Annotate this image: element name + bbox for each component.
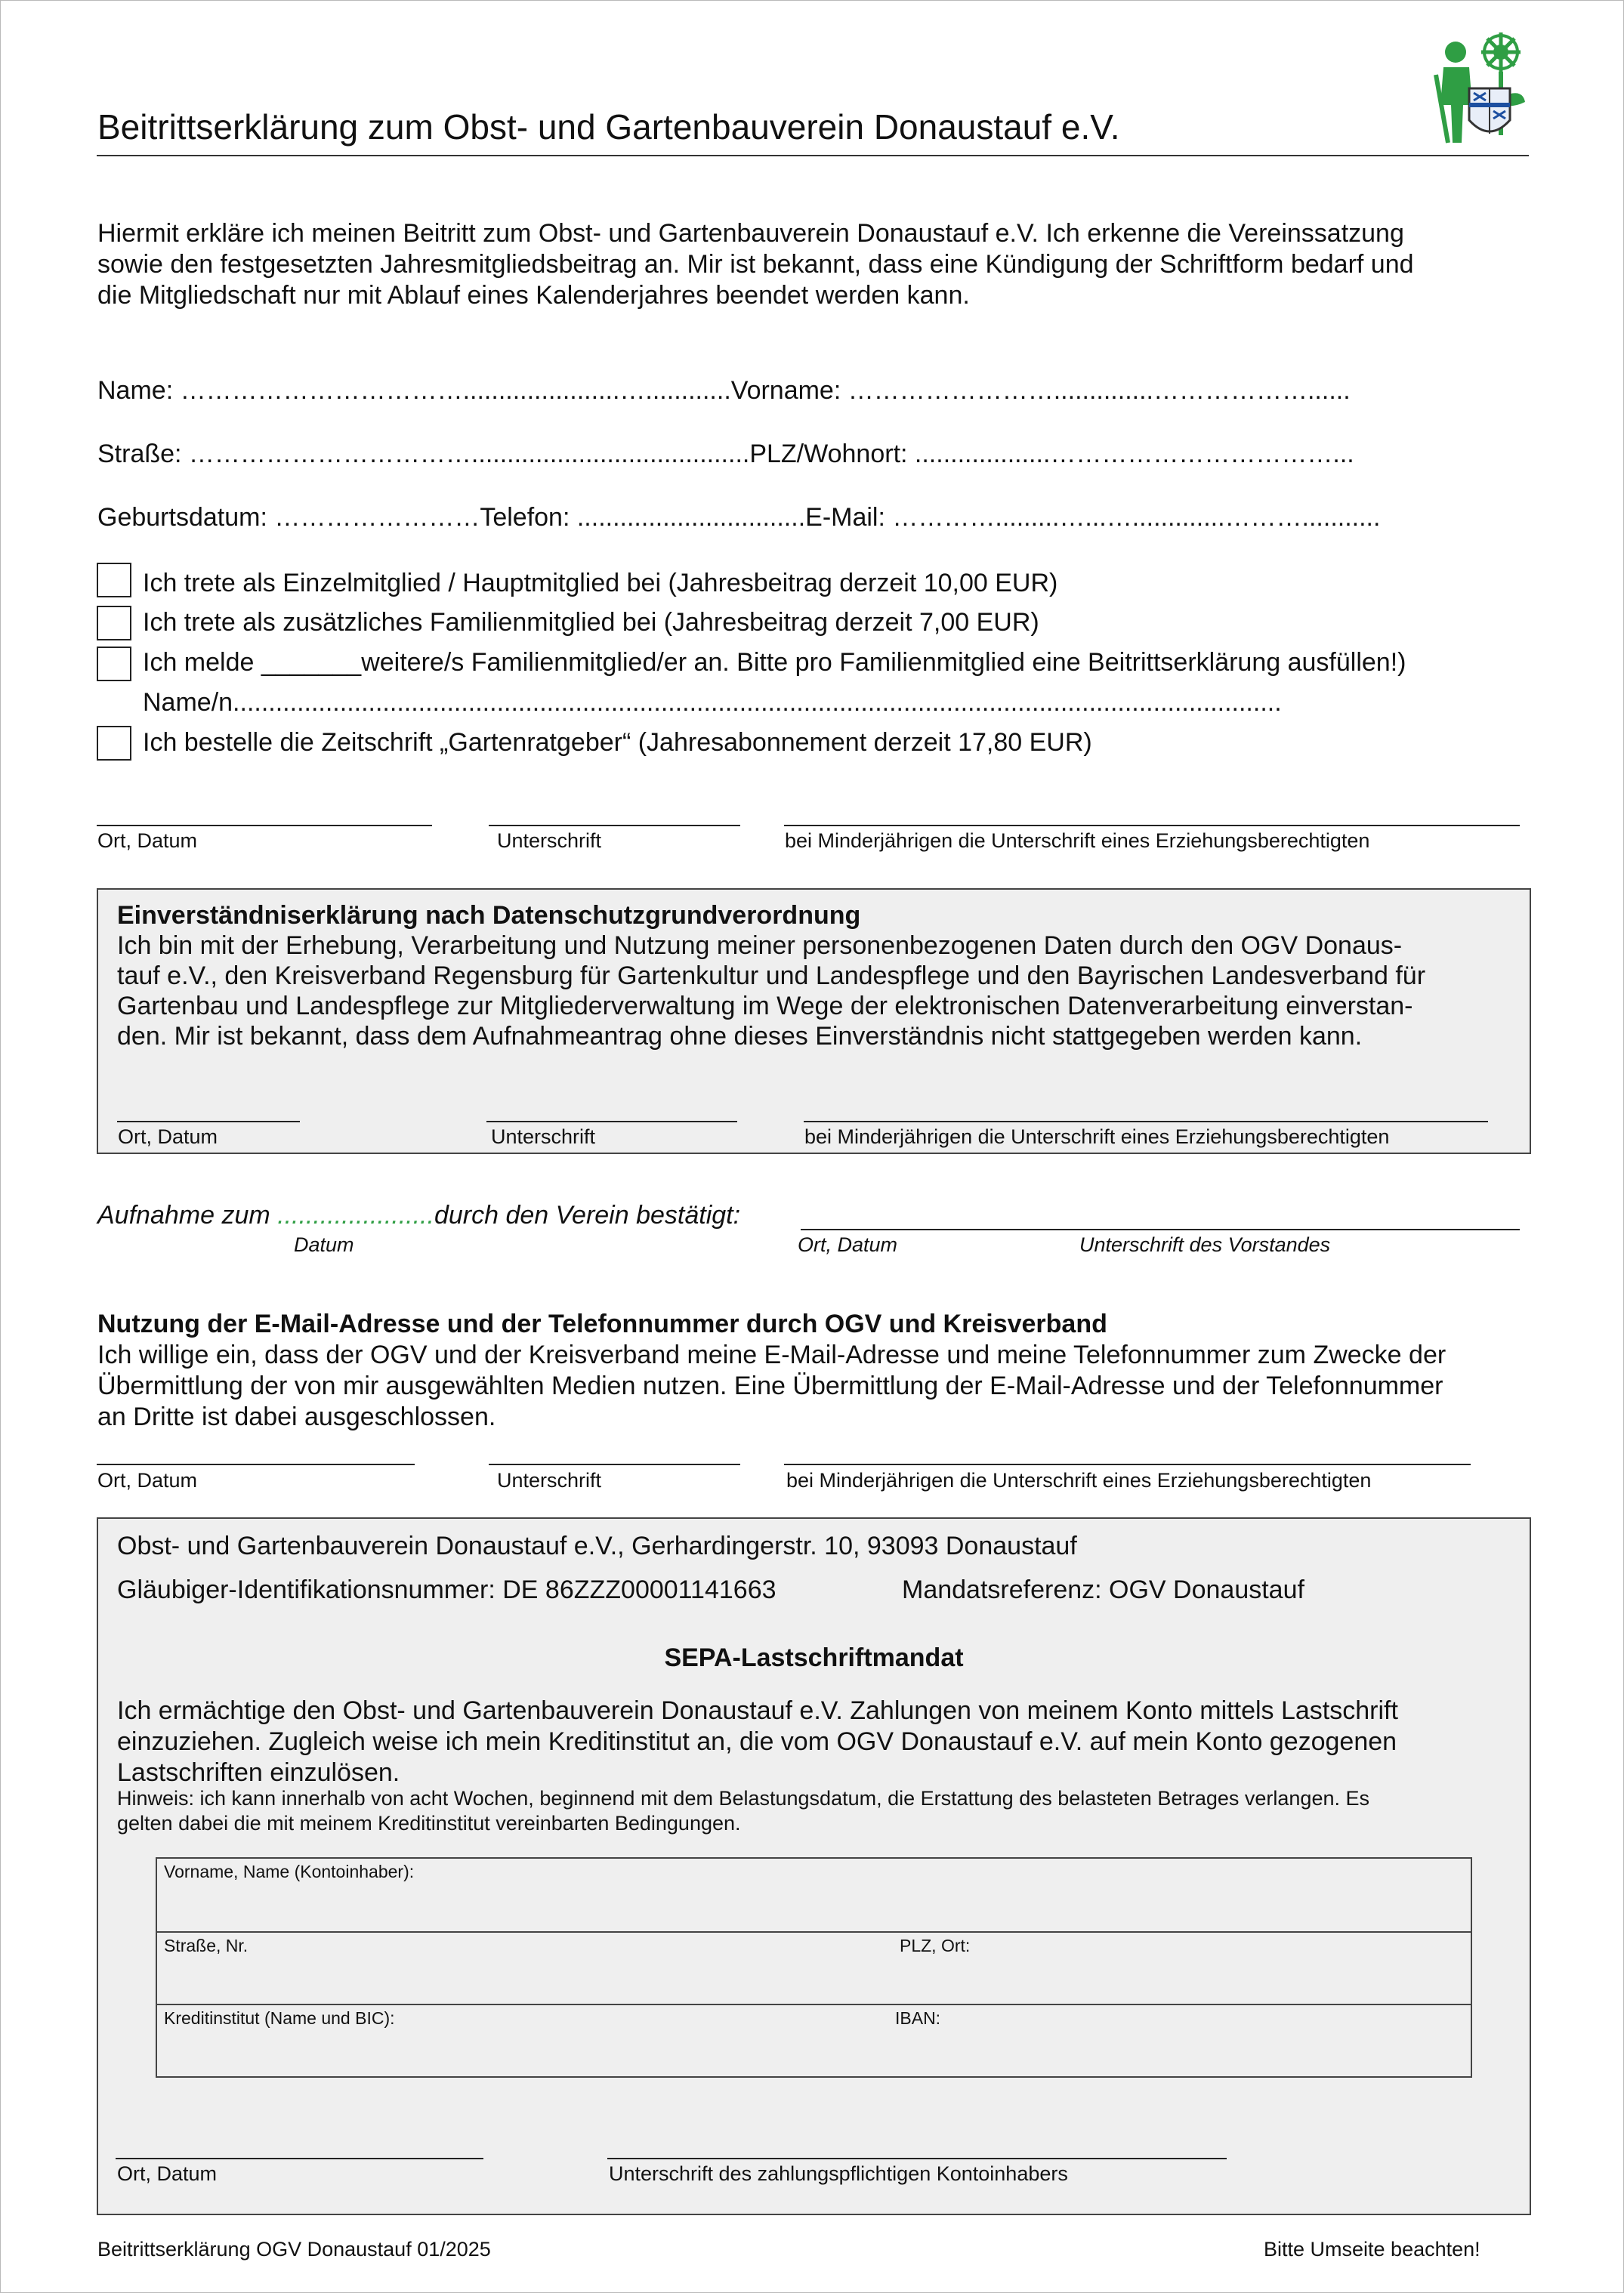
contact-guardian-line[interactable] [784,1464,1471,1465]
admission-prefix: Aufnahme zum [97,1201,278,1230]
family-member-checkbox[interactable] [97,606,131,640]
place-date-line[interactable] [97,825,432,826]
admission-date-label: Datum [294,1233,354,1256]
place-date-label: Ort, Datum [97,829,198,852]
sepa-account-table [156,1857,1472,2078]
postal-city-label: PLZ, Ort: [900,1936,971,1955]
sepa-hint-line-2: gelten dabei die mit meinem Kreditinstitut vereinbarten Bedingungen. [117,1812,741,1835]
street-field[interactable]: Straße: …………………………….......................................PLZ/Wohnort: ...................……………………………... [97,440,1354,468]
bank-bic-label: Kreditinstitut (Name und BIC): [164,2008,395,2028]
additional-family-label: Ich melde _______weitere/s Familienmitglied/er an. Bitte pro Familienmitglied eine Beitrittserklärung ausfüllen!) [143,648,1406,677]
gardener-with-coat-of-arms-logo-icon [1425,29,1528,144]
magazine-checkbox[interactable] [97,726,131,761]
footer-turn-over-note: Bitte Umseite beachten! [1264,2238,1480,2261]
signature-line[interactable] [489,825,740,826]
title-underline [97,155,1529,156]
gdpr-signature-line[interactable] [486,1121,737,1122]
gdpr-consent-panel [97,888,1531,1154]
gdpr-signature-label: Unterschrift [491,1125,596,1148]
contact-place-date-line[interactable] [97,1464,415,1465]
gdpr-line-4: den. Mir ist bekannt, dass dem Aufnahmeantrag ohne dieses Einverständnis nicht stattgegeben werden kann. [117,1022,1363,1051]
gdpr-guardian-line[interactable] [804,1121,1488,1122]
single-member-checkbox[interactable] [97,563,131,597]
iban-label: IBAN: [895,2008,941,2028]
board-signature-label: Unterschrift des Vorstandes [1079,1233,1331,1256]
additional-family-checkbox[interactable] [97,647,131,681]
contact-use-line-2: Übermittlung der von mir ausgewählten Medien nutzen. Eine Übermittlung der E-Mail-Adresse und der Telefonnummer [97,1372,1443,1400]
sepa-holder-signature-label: Unterschrift des zahlungspflichtigen Kontoinhabers [609,2162,1068,2185]
family-names-field[interactable]: Name/n................................................................................................................................................... [143,688,1282,717]
sepa-line-3: Lastschriften einzulösen. [117,1758,400,1787]
gdpr-place-date-label: Ort, Datum [118,1125,218,1148]
contact-use-heading: Nutzung der E-Mail-Adresse und der Telefonnummer durch OGV und Kreisverband [97,1310,1107,1338]
magazine-label: Ich bestelle die Zeitschrift „Gartenratgeber“ (Jahresabonnement derzeit 17,80 EUR) [143,728,1092,757]
board-signature-line[interactable] [801,1229,1520,1230]
gdpr-line-1: Ich bin mit der Erhebung, Verarbeitung und Nutzung meiner personenbezogenen Daten durch den OGV Donaus- [117,931,1403,960]
sepa-place-date-label: Ort, Datum [117,2162,218,2185]
account-holder-field[interactable] [157,1859,1471,1931]
board-place-date-label: Ort, Datum [798,1233,898,1256]
admission-suffix: durch den Verein bestätigt: [434,1201,741,1230]
sepa-holder-signature-line[interactable] [607,2158,1227,2159]
intro-line-2: sowie den festgesetzten Jahresmitgliedsbeitrag an. Mir ist bekannt, dass eine Kündigung der Schriftform bedarf und [97,250,1414,279]
bank-iban-row [157,2004,1471,2078]
footer-form-id: Beitrittserklärung OGV Donaustauf 01/2025 [97,2238,491,2261]
guardian-signature-line[interactable] [784,825,1520,826]
family-member-label: Ich trete als zusätzliches Familienmitglied bei (Jahresbeitrag derzeit 7,00 EUR) [143,608,1039,637]
gdpr-guardian-label: bei Minderjährigen die Unterschrift eines Erziehungsberechtigten [804,1125,1390,1148]
name-field[interactable]: Name: ……………………………......................…............Vorname: ……………………..............………………...... [97,376,1351,405]
sepa-place-date-line[interactable] [116,2158,483,2159]
account-holder-label: Vorname, Name (Kontoinhaber): [164,1862,415,1881]
contact-signature-line[interactable] [489,1464,740,1465]
sepa-line-1: Ich ermächtige den Obst- und Gartenbauverein Donaustauf e.V. Zahlungen von meinem Konto mittels Lastschrift [117,1696,1398,1725]
sepa-line-2: einzuziehen. Zugleich weise ich mein Kreditinstitut an, die vom OGV Donaustauf e.V. auf mein Konto gezogenen [117,1727,1397,1756]
gdpr-place-date-line[interactable] [117,1121,300,1122]
creditor-address: Obst- und Gartenbauverein Donaustauf e.V., Gerhardingerstr. 10, 93093 Donaustauf [117,1532,1077,1560]
contact-use-line-3: an Dritte ist dabei ausgeschlossen. [97,1403,496,1431]
gdpr-heading: Einverständniserklärung nach Datenschutzgrundverordnung [117,901,861,930]
birthdate-phone-email-field[interactable]: Geburtsdatum: ……………………Telefon: ................................E-Mail: ………….........…...….............………........... [97,503,1381,532]
page-title: Beitrittserklärung zum Obst- und Gartenbauverein Donaustauf e.V. [97,107,1120,147]
contact-signature-label: Unterschrift [497,1469,602,1492]
contact-place-date-label: Ort, Datum [97,1469,198,1492]
intro-line-1: Hiermit erkläre ich meinen Beitritt zum Obst- und Gartenbauverein Donaustauf e.V. Ich erkenne die Vereinssatzung [97,219,1404,248]
street-city-row [157,1931,1471,2005]
signature-label: Unterschrift [497,829,602,852]
street-number-label: Straße, Nr. [164,1936,249,1955]
admission-date-field[interactable]: ...................... [277,1201,434,1230]
gdpr-line-2: tauf e.V., den Kreisverband Regensburg für Gartenkultur und Landespflege und den Bayrischen Landesverband für [117,961,1426,990]
guardian-label: bei Minderjährigen die Unterschrift eines Erziehungsberechtigten [785,829,1370,852]
creditor-id: Gläubiger-Identifikationsnummer: DE 86ZZZ00001141663 [117,1575,776,1604]
contact-use-line-1: Ich willige ein, dass der OGV und der Kreisverband meine E-Mail-Adresse und meine Telefonnummer zum Zwecke der [97,1341,1446,1369]
admission-statement [97,1200,740,1231]
sepa-hint-line-1: Hinweis: ich kann innerhalb von acht Wochen, beginnend mit dem Belastungsdatum, die Erstattung des belasteten Betrages verlangen. Es [117,1787,1369,1810]
mandate-reference: Mandatsreferenz: OGV Donaustauf [902,1575,1304,1604]
intro-line-3: die Mitgliedschaft nur mit Ablauf eines Kalenderjahres beendet werden kann. [97,281,970,310]
contact-guardian-label: bei Minderjährigen die Unterschrift eines Erziehungsberechtigten [786,1469,1372,1492]
sepa-heading: SEPA-Lastschriftmandat [664,1643,964,1672]
gdpr-line-3: Gartenbau und Landespflege zur Mitgliederverwaltung im Wege der elektronischen Datenverarbeitung einverstan- [117,992,1413,1020]
single-member-label: Ich trete als Einzelmitglied / Hauptmitglied bei (Jahresbeitrag derzeit 10,00 EUR) [143,569,1058,597]
